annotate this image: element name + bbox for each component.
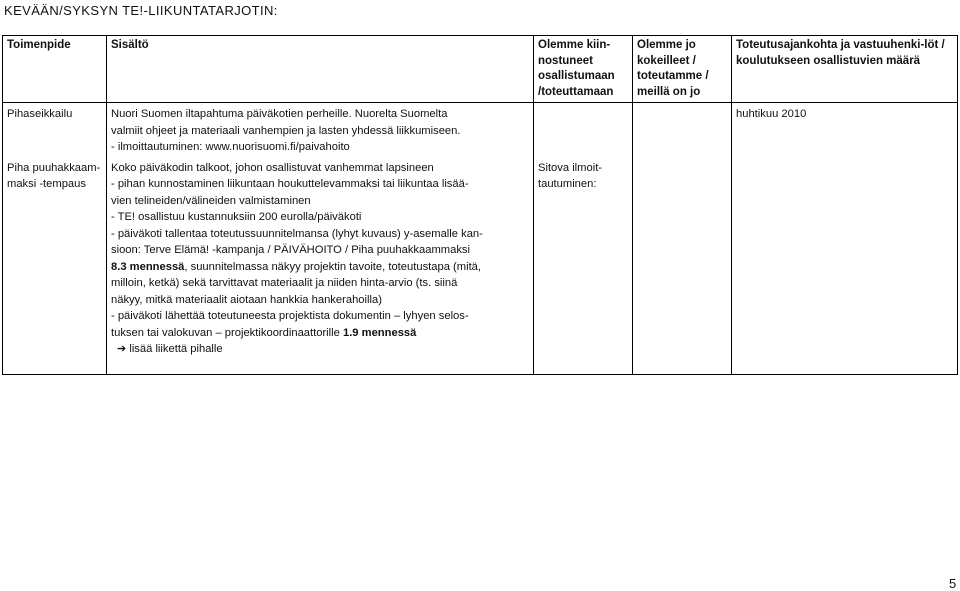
page-title: KEVÄÄN/SYKSYN TE!-LIIKUNTATARJOTIN: bbox=[4, 3, 278, 18]
arrow-right-icon: ➔ bbox=[117, 343, 127, 355]
row-interested: Sitova ilmoit-tautuminen: bbox=[534, 160, 633, 375]
row-already-doing bbox=[633, 103, 732, 160]
content-line: Nuori Suomen iltapahtuma päiväkotien perheille. Nuorelta Suomelta bbox=[111, 108, 448, 120]
content-line: valmiit ohjeet ja materiaali vanhempien ja lasten yhdessä liikkumiseen. bbox=[111, 124, 461, 137]
content-line: Koko päiväkodin talkoot, johon osallistuvat vanhemmat lapsineen bbox=[111, 161, 434, 174]
row-interested bbox=[534, 103, 633, 160]
content-line: - pihan kunnostaminen liikuntaan houkuttelevammaksi tai liikuntaa lisää- bbox=[111, 178, 469, 190]
table-row bbox=[3, 160, 958, 375]
row-timing: huhtikuu 2010 bbox=[732, 103, 958, 160]
column-header-interested: Olemme kiin-nostuneet osallistumaan /toteuttamaan bbox=[534, 36, 633, 103]
deadline-text: 8.3 mennessä bbox=[111, 260, 185, 273]
page-number: 5 bbox=[949, 576, 957, 591]
content-line: - ilmoittautuminen: www.nuorisuomi.fi/paivahoito bbox=[111, 141, 350, 153]
deadline-text: 1.9 mennessä bbox=[342, 326, 417, 339]
content-line: - päiväkoti tallentaa toteutussuunnitelmansa (lyhyt kuvaus) y-asemalle kan- bbox=[111, 227, 483, 240]
content-line: milloin, ketkä) sekä tarvittavat materiaalit ja niiden hinta-arvio (ts. siinä bbox=[111, 277, 458, 289]
column-header-timing: Toteutusajankohta ja vastuuhenki-löt / koulutukseen osallistuvien määrä bbox=[732, 36, 958, 103]
row-already-doing bbox=[633, 160, 732, 375]
content-line: sioon: Terve Elämä! -kampanja / PÄIVÄHOITO / Piha puuhakkaammaksi bbox=[111, 244, 470, 256]
activity-table bbox=[2, 35, 958, 375]
content-line: tuksen tai valokuvan – projektikoordinaattorille 1.9 mennessä bbox=[111, 326, 417, 339]
row-content bbox=[107, 160, 534, 375]
column-header-already-doing: Olemme jo kokeilleet / toteutamme / meillä on jo bbox=[633, 36, 732, 103]
content-line: - päiväkoti lähettää toteutuneesta projektista dokumentin – lyhyen selos- bbox=[111, 310, 469, 322]
row-name: Pihaseikkailu bbox=[3, 103, 107, 160]
row-timing bbox=[732, 160, 958, 375]
content-line: 8.3 mennessä, suunnitelmassa näkyy projektin tavoite, toteutustapa (mitä, bbox=[111, 260, 482, 273]
content-line: näkyy, mitkä materiaalit aiotaan hankkia hankerahoilla) bbox=[111, 293, 382, 306]
content-line: ➔ lisää liikettä pihalle bbox=[111, 341, 529, 358]
column-header-content: Sisältö bbox=[107, 36, 534, 103]
table-header-row bbox=[3, 36, 958, 103]
content-line: - TE! osallistuu kustannuksiin 200 eurolla/päiväkoti bbox=[111, 211, 362, 223]
content-line: vien telineiden/välineiden valmistaminen bbox=[111, 194, 311, 207]
table-row bbox=[3, 103, 958, 160]
row-name: Piha puuhakkaam-maksi -tempaus bbox=[3, 160, 107, 375]
row-content bbox=[107, 103, 534, 160]
column-header-measure: Toimenpide bbox=[3, 36, 107, 103]
